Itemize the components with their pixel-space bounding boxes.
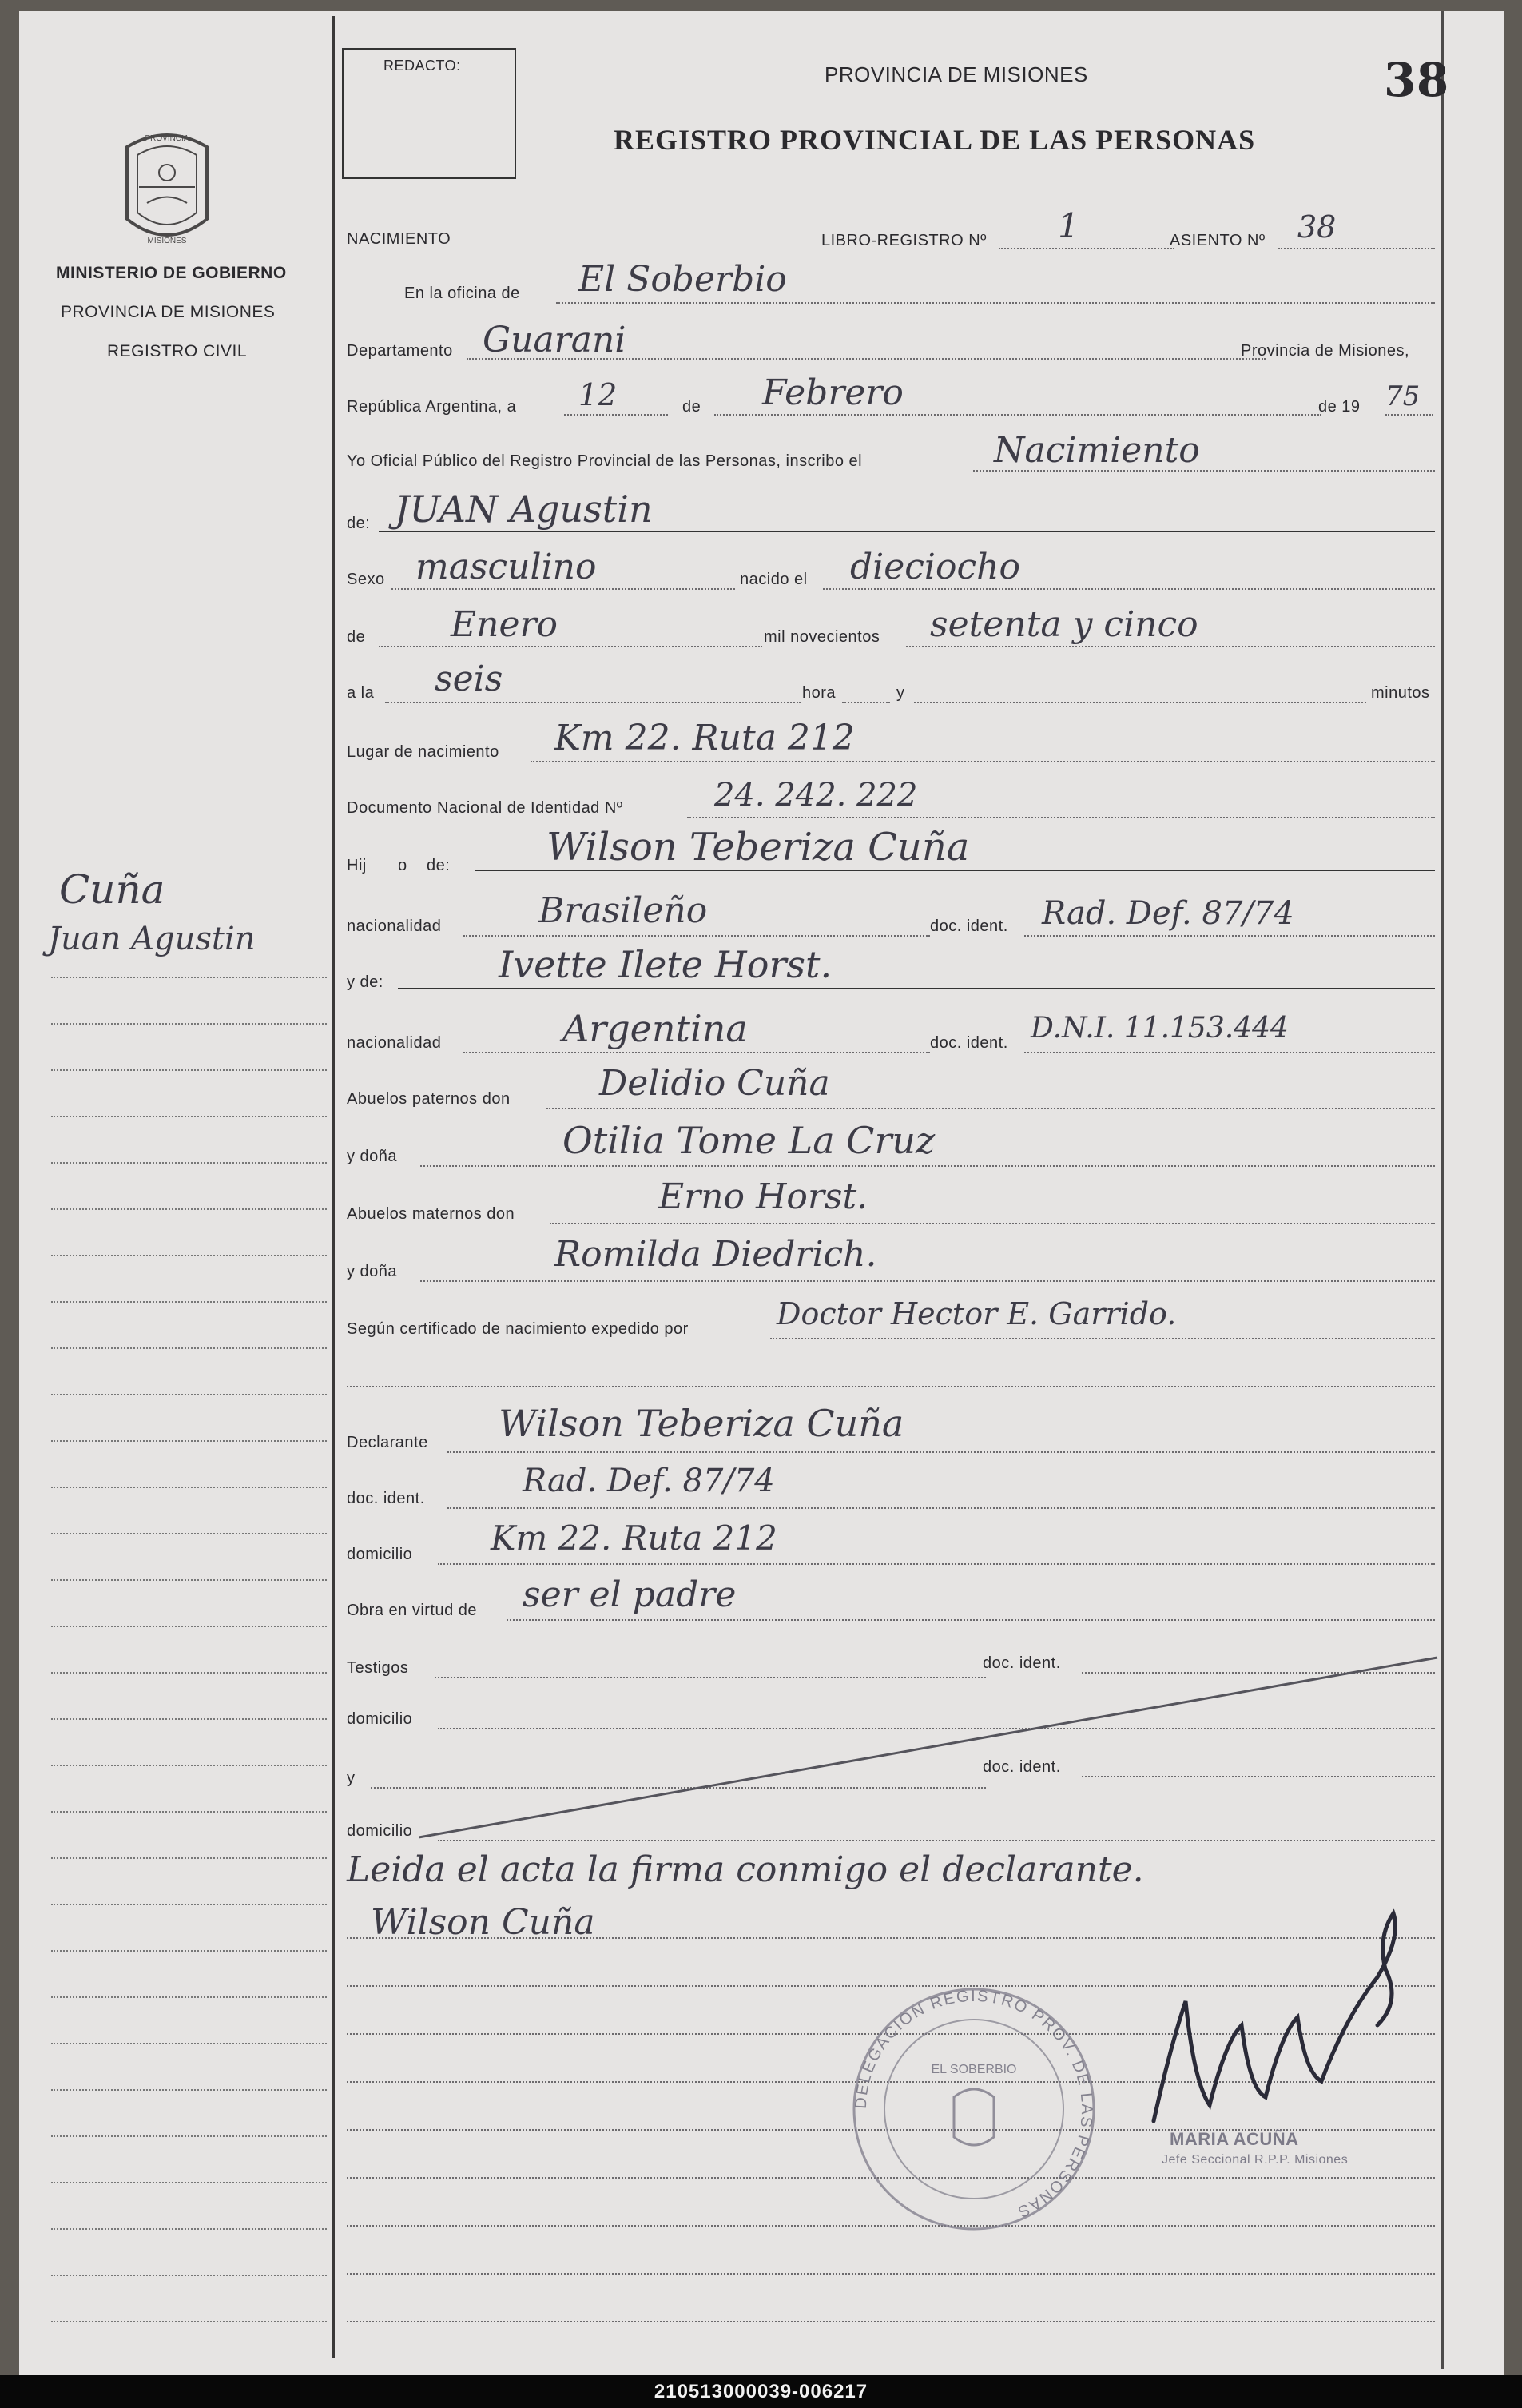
anio-nac-value: setenta y cinco [930, 604, 1198, 645]
office-label: REGISTRO CIVIL [107, 342, 248, 360]
asiento-label: ASIENTO Nº [1170, 232, 1266, 249]
padre-nacionalidad-value: Brasileño [538, 890, 708, 931]
madre-doc-value: D.N.I. 11.153.444 [1031, 1012, 1289, 1045]
segun-continuation-line [347, 1386, 1435, 1387]
oficina-label: En la oficina de [404, 285, 520, 302]
hijo-suffix: o [398, 857, 407, 874]
y-label: y [896, 684, 905, 702]
sexo-label: Sexo [347, 571, 385, 588]
madre-nacionalidad-value: Argentina [562, 1007, 748, 1050]
minutos-label: minutos [1371, 684, 1430, 702]
nombre-value: JUAN Agustin [395, 488, 653, 531]
svg-text:MISIONES: MISIONES [147, 237, 187, 245]
hijo-de-label: de: [427, 857, 451, 874]
de2-label: de [347, 628, 366, 646]
svg-text:EL SOBERBIO: EL SOBERBIO [931, 2063, 1017, 2076]
anio-value: 75 [1385, 380, 1421, 412]
abuela-paterna-value: Otilia Tome La Cruz [562, 1119, 936, 1162]
mil-label: mil novecientos [764, 628, 880, 646]
ydona-paterna-label: y doña [347, 1148, 398, 1165]
provincia-label: Provincia de Misiones, [1241, 342, 1410, 360]
svg-text:PROVINCIA: PROVINCIA [145, 134, 189, 143]
de19-label: de 19 [1318, 398, 1361, 416]
svg-text:DELEGACION REGISTRO PROV. DE L: DELEGACION REGISTRO PROV. DE LAS PERSONAS [852, 1987, 1096, 2222]
lugar-label: Lugar de nacimiento [347, 743, 499, 761]
dni-value: 24. 242. 222 [714, 777, 918, 814]
document-page [19, 11, 1504, 2375]
ala-label: a la [347, 684, 375, 702]
province-header: PROVINCIA DE MISIONES [825, 62, 1088, 86]
image-id-label: 210513000039-006217 [654, 2381, 868, 2402]
asiento-value: 38 [1297, 209, 1337, 245]
right-border [1441, 11, 1444, 2369]
redacto-label: REDACTO: [383, 58, 461, 74]
hora-label: hora [802, 684, 837, 702]
dni-label: Documento Nacional de Identidad Nº [347, 799, 623, 817]
nacido-label: nacido el [740, 571, 808, 588]
obra-value: ser el padre [523, 1574, 737, 1615]
padre-value: Wilson Teberiza Cuña [546, 825, 970, 870]
declarante-doc-value: Rad. Def. 87/74 [523, 1463, 775, 1499]
republica-label: República Argentina, a [347, 398, 517, 416]
ydona-materna-label: y doña [347, 1263, 398, 1280]
official-stamp-icon [842, 1977, 1106, 2241]
province-label-left: PROVINCIA DE MISIONES [61, 303, 276, 321]
margin-divider [332, 16, 335, 2358]
abuelos-maternos-label: Abuelos maternos don [347, 1205, 515, 1223]
officer-stamp-name: MARIA ACUÑA [1170, 2129, 1299, 2149]
libro-label: LIBRO-REGISTRO Nº [821, 232, 987, 249]
hora-value: seis [435, 659, 503, 699]
madre-nacionalidad-label: nacionalidad [347, 1034, 442, 1052]
nacido-value: dieciocho [850, 547, 1020, 587]
declarante-docident-label: doc. ident. [347, 1490, 425, 1507]
departamento-label: Departamento [347, 342, 453, 360]
de-label: de [682, 398, 701, 416]
testigo2-docident-label: doc. ident. [983, 1758, 1061, 1776]
dia-value: 12 [578, 377, 618, 412]
officer-stamp-title: Jefe Seccional R.P.P. Misiones [1162, 2153, 1349, 2167]
abuelo-materno-value: Erno Horst. [658, 1176, 868, 1217]
yde-label: y de: [347, 973, 383, 991]
testigo1-domicilio-label: domicilio [347, 1710, 413, 1728]
abuelo-paterno-value: Delidio Cuña [599, 1063, 830, 1104]
departamento-value: Guarani [483, 320, 626, 360]
padre-nacionalidad-label: nacionalidad [347, 917, 442, 935]
hijo-label: Hij [347, 857, 367, 874]
coat-of-arms-icon [115, 123, 219, 251]
declarante-label: Declarante [347, 1434, 428, 1451]
closing-line1: Leida el acta la firma conmigo el declarante. [347, 1849, 1144, 1890]
page-title: REGISTRO PROVINCIAL DE LAS PERSONAS [614, 124, 1256, 156]
declarante-domicilio-label: domicilio [347, 1546, 413, 1563]
mes-nac-value: Enero [451, 604, 558, 645]
declarante-value: Wilson Teberiza Cuña [499, 1402, 904, 1445]
segun-label: Según certificado de nacimiento expedido por [347, 1320, 689, 1338]
padre-docident-label: doc. ident. [930, 917, 1008, 935]
sexo-value: masculino [415, 547, 597, 587]
nacimiento-label: NACIMIENTO [347, 230, 451, 248]
libro-value: 1 [1058, 206, 1079, 245]
oficial-label: Yo Oficial Público del Registro Provincial de las Personas, inscribo el [347, 452, 863, 470]
closing-line2: Wilson Cuña [371, 1902, 595, 1943]
margin-note-line1: Cuña [59, 866, 165, 913]
declarante-domicilio-value: Km 22. Ruta 212 [491, 1518, 777, 1558]
testigo1-docident-label: doc. ident. [983, 1654, 1061, 1672]
testigo2-domicilio-label: domicilio [347, 1822, 413, 1840]
madre-value: Ivette Ilete Horst. [499, 943, 833, 986]
lugar-value: Km 22. Ruta 212 [554, 718, 855, 758]
officer-signature [1138, 1905, 1425, 2145]
inscribo-value: Nacimiento [994, 430, 1200, 471]
y2-label: y [347, 1769, 356, 1787]
redacto-box [342, 48, 516, 179]
madre-docident-label: doc. ident. [930, 1034, 1008, 1052]
oficina-value: El Soberbio [578, 259, 787, 300]
mes-value: Febrero [762, 372, 904, 413]
abuelos-paternos-label: Abuelos paternos don [347, 1090, 511, 1108]
ministry-label: MINISTERIO DE GOBIERNO [56, 264, 287, 282]
margin-note-line2: Juan Agustin [48, 921, 256, 957]
folio-number: 38 [1384, 53, 1449, 107]
cancel-stroke [419, 1642, 1441, 1849]
image-id-bar [0, 2375, 1522, 2408]
de-colon-label: de: [347, 515, 371, 532]
padre-doc-value: Rad. Def. 87/74 [1042, 895, 1294, 932]
segun-value: Doctor Hector E. Garrido. [777, 1296, 1177, 1331]
abuela-materna-value: Romilda Diedrich. [554, 1234, 877, 1275]
testigos-label: Testigos [347, 1659, 409, 1677]
obra-label: Obra en virtud de [347, 1602, 478, 1619]
